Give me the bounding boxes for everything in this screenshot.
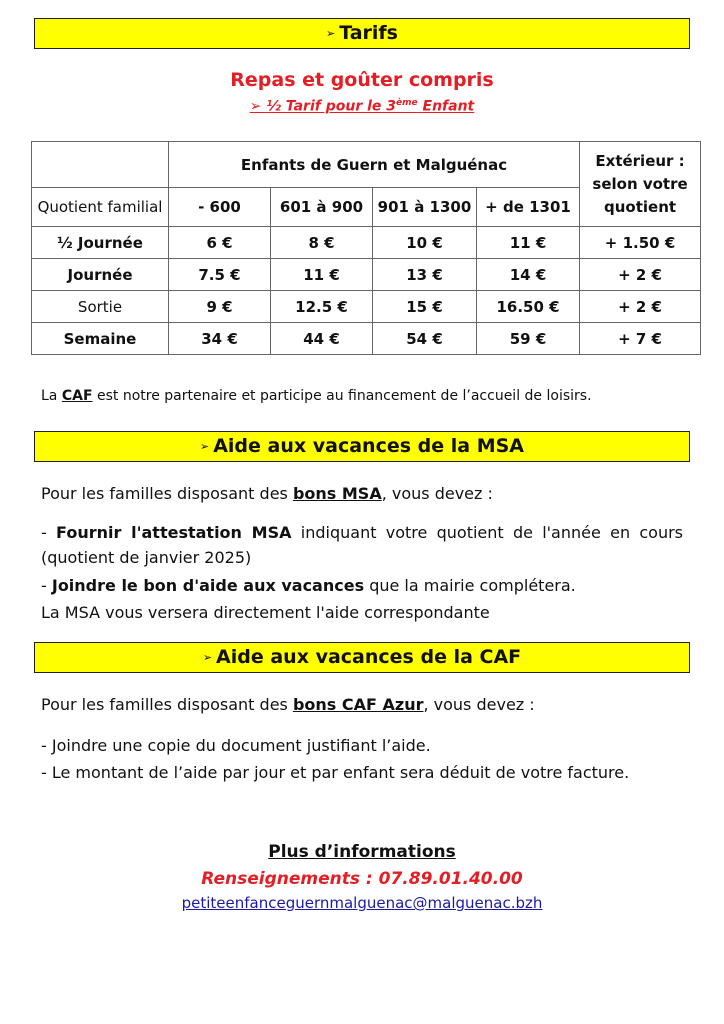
bracket-header: - 600 xyxy=(169,188,271,227)
caf-intro-bold: bons CAF Azur xyxy=(292,695,424,714)
more-info-heading: Plus d’informations xyxy=(268,842,456,862)
row-label: Journée xyxy=(32,259,169,291)
msa-intro-bold: bons MSA xyxy=(292,484,382,503)
price-cell: 15 € xyxy=(373,291,477,323)
arrowhead-bullet-icon: ➢ xyxy=(249,98,262,115)
arrowhead-bullet-icon: ➢ xyxy=(200,440,210,453)
tarifs-table xyxy=(31,141,701,355)
caf-note-after: est notre partenaire et participe au financement de l’accueil de loisirs. xyxy=(92,388,592,404)
msa-banner xyxy=(34,431,690,462)
msa-item-2 xyxy=(41,573,683,598)
third-child-suffix: Enfant xyxy=(417,98,475,115)
caf-banner xyxy=(34,642,690,673)
caf-item-2: - Le montant de l’aide par jour et par enfant sera déduit de votre facture. xyxy=(41,763,630,782)
caf-note-caf: CAF xyxy=(61,388,93,404)
price-cell: 11 € xyxy=(271,259,373,291)
row-label: ½ Journée xyxy=(32,227,169,259)
ext-header-line: Extérieur : xyxy=(595,151,685,170)
group-header: Enfants de Guern et Malguénac xyxy=(169,142,580,188)
bracket-header: + de 1301 xyxy=(477,188,580,227)
msa-item-1 xyxy=(41,520,683,570)
email-line xyxy=(0,894,724,912)
quotient-label: Quotient familial xyxy=(32,188,169,227)
msa-item2-bold: Joindre le bon d'aide aux vacances xyxy=(51,576,365,595)
empty-corner-cell xyxy=(32,142,169,188)
msa-intro xyxy=(41,481,683,506)
third-child-note xyxy=(0,98,724,115)
table-row xyxy=(32,323,701,355)
price-cell: 44 € xyxy=(271,323,373,355)
price-cell: 16.50 € xyxy=(477,291,580,323)
price-cell: 10 € xyxy=(373,227,477,259)
bracket-header: 601 à 900 xyxy=(271,188,373,227)
bracket-header: 901 à 1300 xyxy=(373,188,477,227)
tarifs-subtitle: Repas et goûter compris xyxy=(230,69,494,91)
exterieur-header xyxy=(580,142,701,227)
table-row xyxy=(32,227,701,259)
price-cell: 54 € xyxy=(373,323,477,355)
msa-item1-bold: Fournir l'attestation MSA xyxy=(56,523,292,542)
price-cell: 6 € xyxy=(169,227,271,259)
price-cell: + 2 € xyxy=(580,291,701,323)
price-cell: 14 € xyxy=(477,259,580,291)
table-row xyxy=(32,291,701,323)
caf-intro xyxy=(41,692,683,717)
price-cell: 34 € xyxy=(169,323,271,355)
msa-item2-dash: - xyxy=(41,576,52,595)
msa-title: Aide aux vacances de la MSA xyxy=(213,435,524,457)
caf-item-1: - Joindre une copie du document justifiant l’aide. xyxy=(41,736,431,755)
arrowhead-bullet-icon: ➢ xyxy=(325,27,336,40)
price-cell: + 2 € xyxy=(580,259,701,291)
msa-item2-rest: que la mairie complétera. xyxy=(364,576,576,595)
price-cell: 12.5 € xyxy=(271,291,373,323)
row-label: Semaine xyxy=(32,323,169,355)
ext-header-line: quotient xyxy=(604,197,677,216)
price-cell: 7.5 € xyxy=(169,259,271,291)
caf-intro-after: , vous devez : xyxy=(423,695,535,714)
ext-header-line: selon votre xyxy=(592,174,688,193)
msa-closing: La MSA vous versera directement l'aide correspondante xyxy=(41,603,490,622)
msa-item1-dash: - xyxy=(41,523,57,542)
msa-intro-after: , vous devez : xyxy=(381,484,493,503)
row-label: Sortie xyxy=(32,291,169,323)
price-cell: + 7 € xyxy=(580,323,701,355)
third-child-sup: ème xyxy=(396,98,418,108)
caf-partner-note xyxy=(41,384,683,409)
price-cell: + 1.50 € xyxy=(580,227,701,259)
third-child-prefix: ½ Tarif pour le 3 xyxy=(266,98,397,115)
arrowhead-bullet-icon: ➢ xyxy=(202,651,213,664)
price-cell: 9 € xyxy=(169,291,271,323)
msa-intro-before: Pour les familles disposant des xyxy=(41,484,293,503)
tarifs-banner xyxy=(34,18,690,49)
price-cell: 13 € xyxy=(373,259,477,291)
phone-line: Renseignements : 07.89.01.40.00 xyxy=(201,869,523,889)
price-cell: 11 € xyxy=(477,227,580,259)
msa-item1-rest: indiquant votre quotient de l'année en cours (quotient de janvier 2025) xyxy=(41,523,683,567)
price-cell: 8 € xyxy=(271,227,373,259)
tarifs-title: Tarifs xyxy=(339,22,398,44)
caf-title: Aide aux vacances de la CAF xyxy=(216,646,522,668)
price-cell: 59 € xyxy=(477,323,580,355)
email-link[interactable]: petiteenfanceguernmalguenac@malguenac.bzh xyxy=(181,894,543,912)
table-row xyxy=(32,259,701,291)
caf-note-before: La xyxy=(41,388,62,404)
caf-intro-before: Pour les familles disposant des xyxy=(41,695,293,714)
